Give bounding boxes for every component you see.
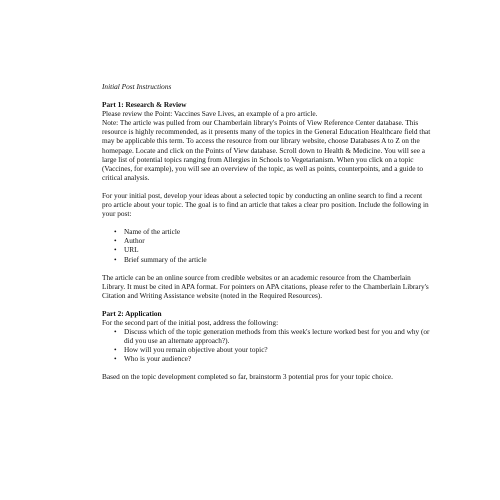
list-item: • How will you remain objective about your topic? — [114, 345, 268, 355]
part2-section — [102, 309, 432, 382]
bullet-icon: • — [114, 236, 117, 246]
part2-bullet-list — [102, 327, 432, 363]
bullet-icon: • — [114, 227, 117, 237]
part1-develop-paragraph: For your initial post, develop your ideas about a selected topic by conducting an online search to find a recent pro article about your topic. The goal is to find an article that takes a clear pro position. Include the following in your post: — [102, 190, 429, 219]
list-item: • Who is your audience? — [114, 354, 192, 364]
part2-intro: For the second part of the initial post, address the following: — [102, 317, 279, 327]
list-item: • Discuss which of the topic generation methods from this week's lecture worked best for you and why (or did you use an alternate approach?). — [114, 327, 430, 346]
list-item: • Name of the article — [114, 227, 181, 237]
part1-bullet-list — [102, 227, 432, 263]
list-item: • Brief summary of the article — [114, 254, 207, 264]
part1-source-paragraph: The article can be an online source from credible websites or an academic resource from the Chamberlain Library. It must be cited in APA format. For pointers on APA citations, please refer to the Chamberlain Library's Citation and Writing Assistance website (noted in the Required Resources). — [102, 272, 429, 300]
part1-note: Note: The article was pulled from our Chamberlain library's Points of View Reference Center database. This resource is highly recommended, as it presents many of the topics in the General Education Healthcare field that may be applicable this term. To access the resource from our library website, choose Databases A to Z on the homepage. Locate and click on the Points of View database. Scroll down to Health & Medicine. You will see a large list of potential topics ranging from Allergies in Schools to Vegetarianism. When you click on a topic (Vaccines, for example), you will see an overview of the topic, as well as points, counterpoints, and a guide to critical analysis. — [102, 118, 431, 182]
part1-review-line: Please review the Point: Vaccines Save Lives, an example of a pro article. — [102, 109, 318, 119]
bullet-icon: • — [114, 354, 117, 364]
part1-heading: Part 1: Research & Review — [102, 100, 187, 110]
page-title: Initial Post Instructions — [102, 82, 172, 91]
bullet-icon: • — [114, 254, 117, 264]
bullet-icon: • — [114, 327, 117, 337]
document-page — [102, 82, 432, 382]
bullet-icon: • — [114, 245, 117, 255]
bullet-icon: • — [114, 345, 117, 355]
part1-section — [102, 100, 432, 300]
list-item: • Author — [114, 236, 145, 246]
part2-closing: Based on the topic development completed so far, brainstorm 3 potential pros for your topic choice. — [102, 372, 393, 382]
list-item: • URL — [114, 245, 139, 255]
part2-heading: Part 2: Application — [102, 308, 162, 318]
